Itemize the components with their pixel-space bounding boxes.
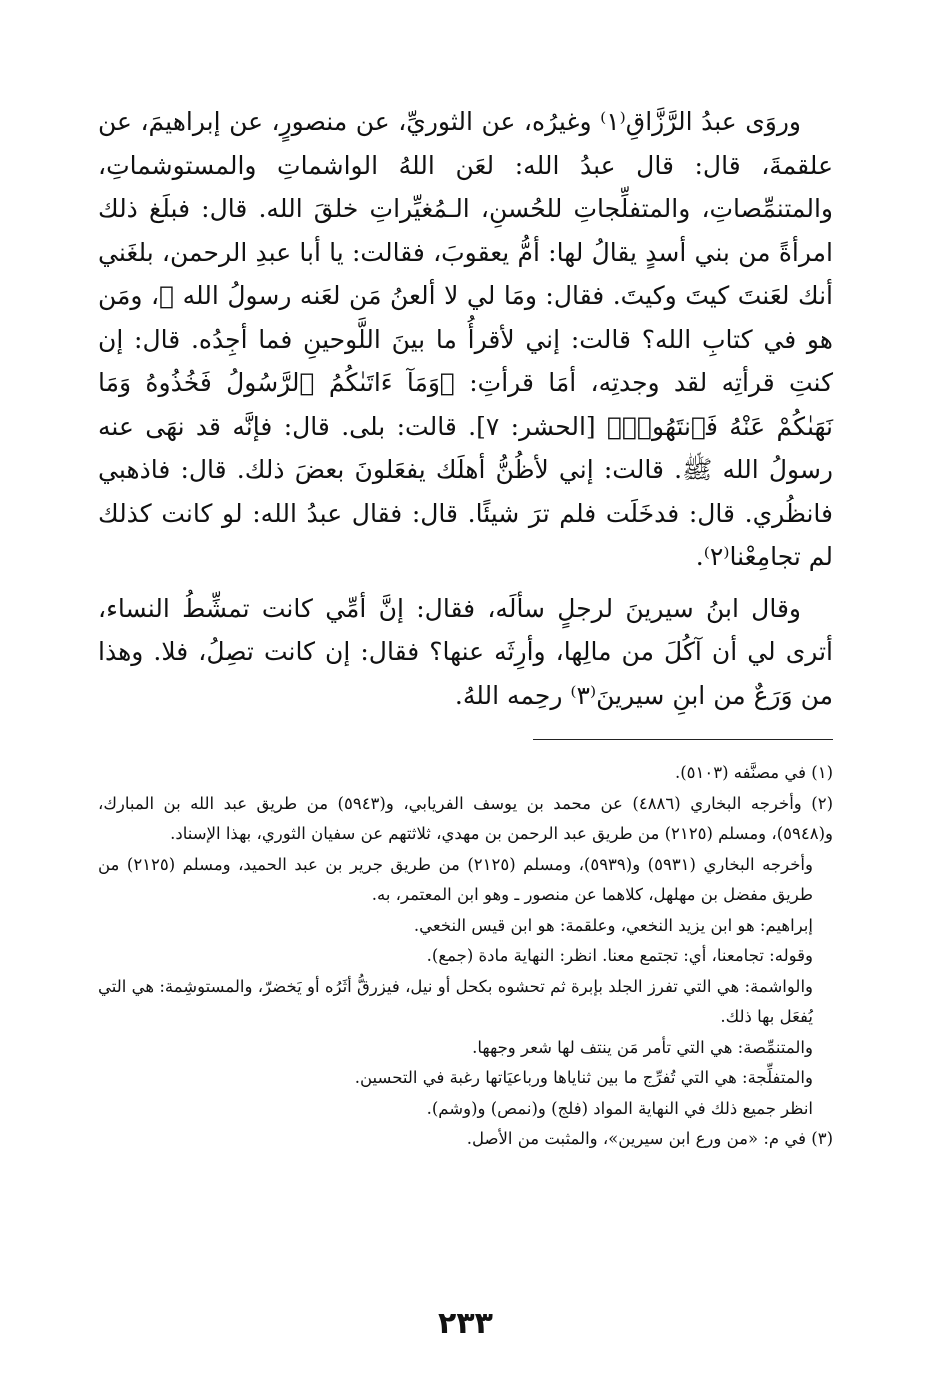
- footnote-separator: [533, 739, 833, 740]
- main-paragraph-2: وقال ابنُ سيرينَ لرجلٍ سألَه، فقال: إنَّ أمِّي كانت تمشِّطُ النساء، أترى لي أن آكُلَ من مالِها، وأرِثَه عنها؟ فقال: إن كانت تصِلُ، فلا. وهذا من وَرَعٌ من ابنِ سيرينَ⁽٣⁾ رحِمه اللهُ.: [98, 593, 833, 710]
- page-content: [98, 100, 833, 1155]
- footnotes: [98, 758, 833, 1155]
- footnote-2-line: وأخرجه البخاري (٥٩٣١) و(٥٩٣٩)، ومسلم (٢١٢٥) من طريق جرير بن عبد الحميد، ومسلم (٢١٢٥) من طريق مفضل بن مهلهل، كلاهما عن منصور ـ وهو ابن المعتمر، به.: [98, 854, 813, 904]
- footnote-2-line: والمتنمِّصة: هي التي تأمر مَن ينتف لها شعر وجهها.: [472, 1037, 813, 1057]
- footnote-3: (٣) في م: «من ورع ابن سيرين»، والمثبت من الأصل.: [466, 1129, 833, 1148]
- footnote-2-line: إبراهيم: هو ابن يزيد النخعي، وعلقمة: هو ابن قيس النخعي.: [413, 915, 813, 935]
- page-number: ٢٣٣: [438, 1306, 493, 1341]
- footnote-1: (١) في مصنَّفه (٥١٠٣).: [674, 763, 833, 782]
- footnote-2-line: انظر جميع ذلك في النهاية المواد (فلج) و(نمص) و(وشم).: [426, 1098, 813, 1118]
- footnote-2-line: والمتفلِّجة: هي التي تُفرِّج ما بين ثناياها ورباعيَاتها رغبة في التحسين.: [354, 1068, 813, 1087]
- main-paragraph-1: وروَى عبدُ الرَّزَّاقِ⁽١⁾ وغيرُه، عن الثوريِّ، عن منصورٍ، عن إبراهيمَ، عن علقمةَ، قال: قال عبدُ الله: لعَن اللهُ الواشماتِ والمستوشماتِ، والمتنمِّصاتِ، والمتفلِّجاتِ للحُسنِ، الـمُغيِّراتِ خلقَ الله. قال: فبلَغ ذلك امرأةً من بني أسدٍ يقالُ لها: أمُّ يعقوبَ، فقالت: يا أبا عبدِ الرحمن، بلغَني أنك لعَنتَ كيتَ وكيتَ. فقال: ومَا لي لا ألعنُ مَن لعَنه رسولُ الله ﷺ، ومَن هو في كتابِ الله؟ قالت: إني لأقرأُ ما بينَ اللَّوحينِ فما أجِدُه. قال: إن كنتِ قرأتِه لقد وجدتِه، أمَا قرأتِ: ﴿وَمَآ ءَاتَىٰكُمُ ٱلرَّسُولُ فَخُذُوهُ وَمَا نَهَىٰكُمْ عَنْهُ فَٱنتَهُوا۟﴾ [الحشر: ٧]. قالت: بلى. قال: فإنَّه قد نهَى عنه رسولُ الله ﷺ. قالت: إني لأظُنُّ أهلَك يفعَلونَ بعضَ ذلك. قال: فاذهبي فانظُري. قال: فدخَلَت فلم ترَ شيئًا. قال: فقال عبدُ الله: لو كانت كذلك لم تجامِعْنا⁽٢⁾.: [98, 107, 834, 571]
- footnote-2-line: والواشمة: هي التي تفرز الجلد بإبرة ثم تحشوه بكحل أو نيل، فيزرقُّ أثَرُه أو يَخضرّ، والمستوشِمة: هي التي يُفعَل بها ذلك.: [98, 976, 813, 1026]
- footnote-2: (٢) وأخرجه البخاري (٤٨٨٦) عن محمد بن يوسف الفريابي، و(٥٩٤٣) من طريق عبد الله بن المبارك، و(٥٩٤٨)، ومسلم (٢١٢٥) من طريق عبد الرحمن بن مهدي، ثلاثتهم عن سفيان الثوري، بهذا الإسناد.: [98, 793, 833, 843]
- main-text: [98, 100, 833, 717]
- footnote-2-line: وقوله: تجامعنا، أي: تجتمع معنا. انظر: النهاية مادة (جمع).: [426, 946, 813, 965]
